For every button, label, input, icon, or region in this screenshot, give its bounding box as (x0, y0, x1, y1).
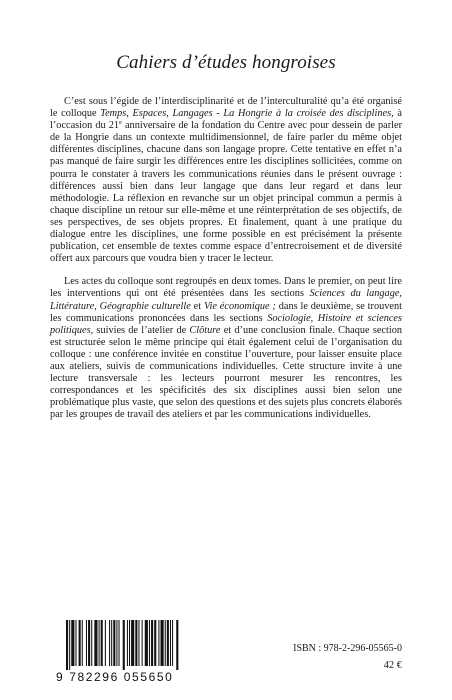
barcode-bar (113, 620, 115, 666)
barcode-bar (145, 620, 148, 666)
barcode-bar (66, 620, 68, 670)
barcode-digits: 9 782296 055650 (56, 670, 174, 684)
barcode-bar (71, 620, 74, 666)
section-name: Vie économique ; (203, 300, 276, 312)
barcode-bar (88, 620, 90, 666)
barcode-bar (167, 620, 169, 666)
barcode-bar (151, 620, 153, 666)
ordinal-superscript: e (119, 119, 122, 127)
barcode-bar (82, 620, 83, 666)
barcode-bar (105, 620, 106, 666)
barcode-bar (161, 620, 164, 666)
barcode-bar (69, 620, 70, 670)
barcode-bar (135, 620, 137, 666)
section-name: Clôture (189, 324, 221, 336)
barcode-bar (129, 620, 130, 666)
price: 42 € (383, 660, 402, 671)
isbn-number: ISBN : 978-2-296-05565-0 (293, 643, 402, 654)
barcode-bar (170, 620, 171, 666)
book-series-title: Cahiers d’études hongroises (116, 52, 336, 73)
barcode-bar (138, 620, 139, 666)
barcode-bar (142, 620, 143, 666)
section-names: Sciences du langage, Littérature, Géographie culturelle (50, 288, 402, 312)
text-span: et (190, 300, 204, 312)
barcode-bar (123, 620, 125, 670)
barcode-bar (158, 620, 159, 666)
barcode-bar (109, 620, 110, 666)
section-names: Sociologie, Histoire et sciences politiques, (50, 312, 402, 336)
barcode-bar (91, 620, 92, 666)
barcode-bars (56, 620, 206, 670)
text-span: à l’occasion du 21 (50, 108, 402, 132)
barcode-bar (176, 620, 178, 670)
text-span: dans le deuxième, se trouvent les communications prononcées dans les sections (50, 300, 402, 324)
isbn-barcode (56, 620, 206, 686)
barcode-bar (127, 620, 128, 666)
text-span: suivies de l’atelier de (93, 324, 190, 336)
barcode-bar (101, 620, 103, 666)
barcode-bar (99, 620, 100, 666)
barcode-bar (94, 620, 97, 666)
paragraph-intro (50, 96, 402, 265)
barcode-bar (111, 620, 112, 666)
text-span: et d’une conclusion finale. Chaque section est structurée selon le même principe qui était également celui de l’organisation du colloque : une conférence invitée en constitue l’ouverture, pour laisser ensuite place aux ateliers, suivis de communications individuelles. Cette structure invite à une lecture transversale : les lecteurs pourront mesurer les rencontres, les correspondances et les spécificités des six disciplines aussi bien selon une problématique plus vaste, que selon des questions et des sujets plus concrets élaborés par les groupes de travail des ateliers et par les communications individuelles. (50, 324, 402, 421)
barcode-bar (172, 620, 173, 666)
paragraph-contents (50, 276, 402, 421)
barcode-bar (165, 620, 166, 666)
text-span: anniversaire de la fondation du Centre avec pour dessein de parler de la Hongrie dans un contexte multidimensionnel, de faire parler du même objet différentes disciplines, chacune dans son langage propre. Cette tentative en effet n’a pas manqué de faire surgir les différences entre les disciplines sollicitées, comme on pourra le constater à travers les communications réunies dans le présent ouvrage : différences aussi bien dans leur langage que dans leur regard et dans leur méthodologie. La réflexion en revanche sur un objet principal commun a permis à chaque discipline un retour sur elle-même et une réinterprétation de ses objectifs, de ses perspectives, de ses objets propres. Et finalement, quant à une pratique du dialogue entre les disciplines, une forme possible en est précisément la présente publication, cet ensemble de textes comme espace d’entrecroisement et de diversité offert aux parcours que voudra bien y tracer le lecteur. (50, 120, 402, 265)
barcode-bar (131, 620, 134, 666)
barcode-bar (149, 620, 150, 666)
text-span: C’est sous l’égide de l’interdisciplinarité et de l’interculturalité qu’a été organisé le colloque (50, 96, 402, 120)
barcode-bar (86, 620, 87, 666)
back-cover-text (50, 96, 402, 421)
barcode-bar (116, 620, 117, 666)
barcode-bar (79, 620, 81, 666)
text-span: Les actes du colloque sont regroupés en deux tomes. Dans le premier, on peut lire les interventions qui ont été présentées dans les sections (50, 276, 402, 300)
barcode-bar (154, 620, 156, 666)
barcode-bar (119, 620, 120, 666)
barcode-bar (75, 620, 76, 666)
colloquium-title: Temps, Espaces, Langages - La Hongrie à la croisée des disciplines, (100, 108, 394, 120)
